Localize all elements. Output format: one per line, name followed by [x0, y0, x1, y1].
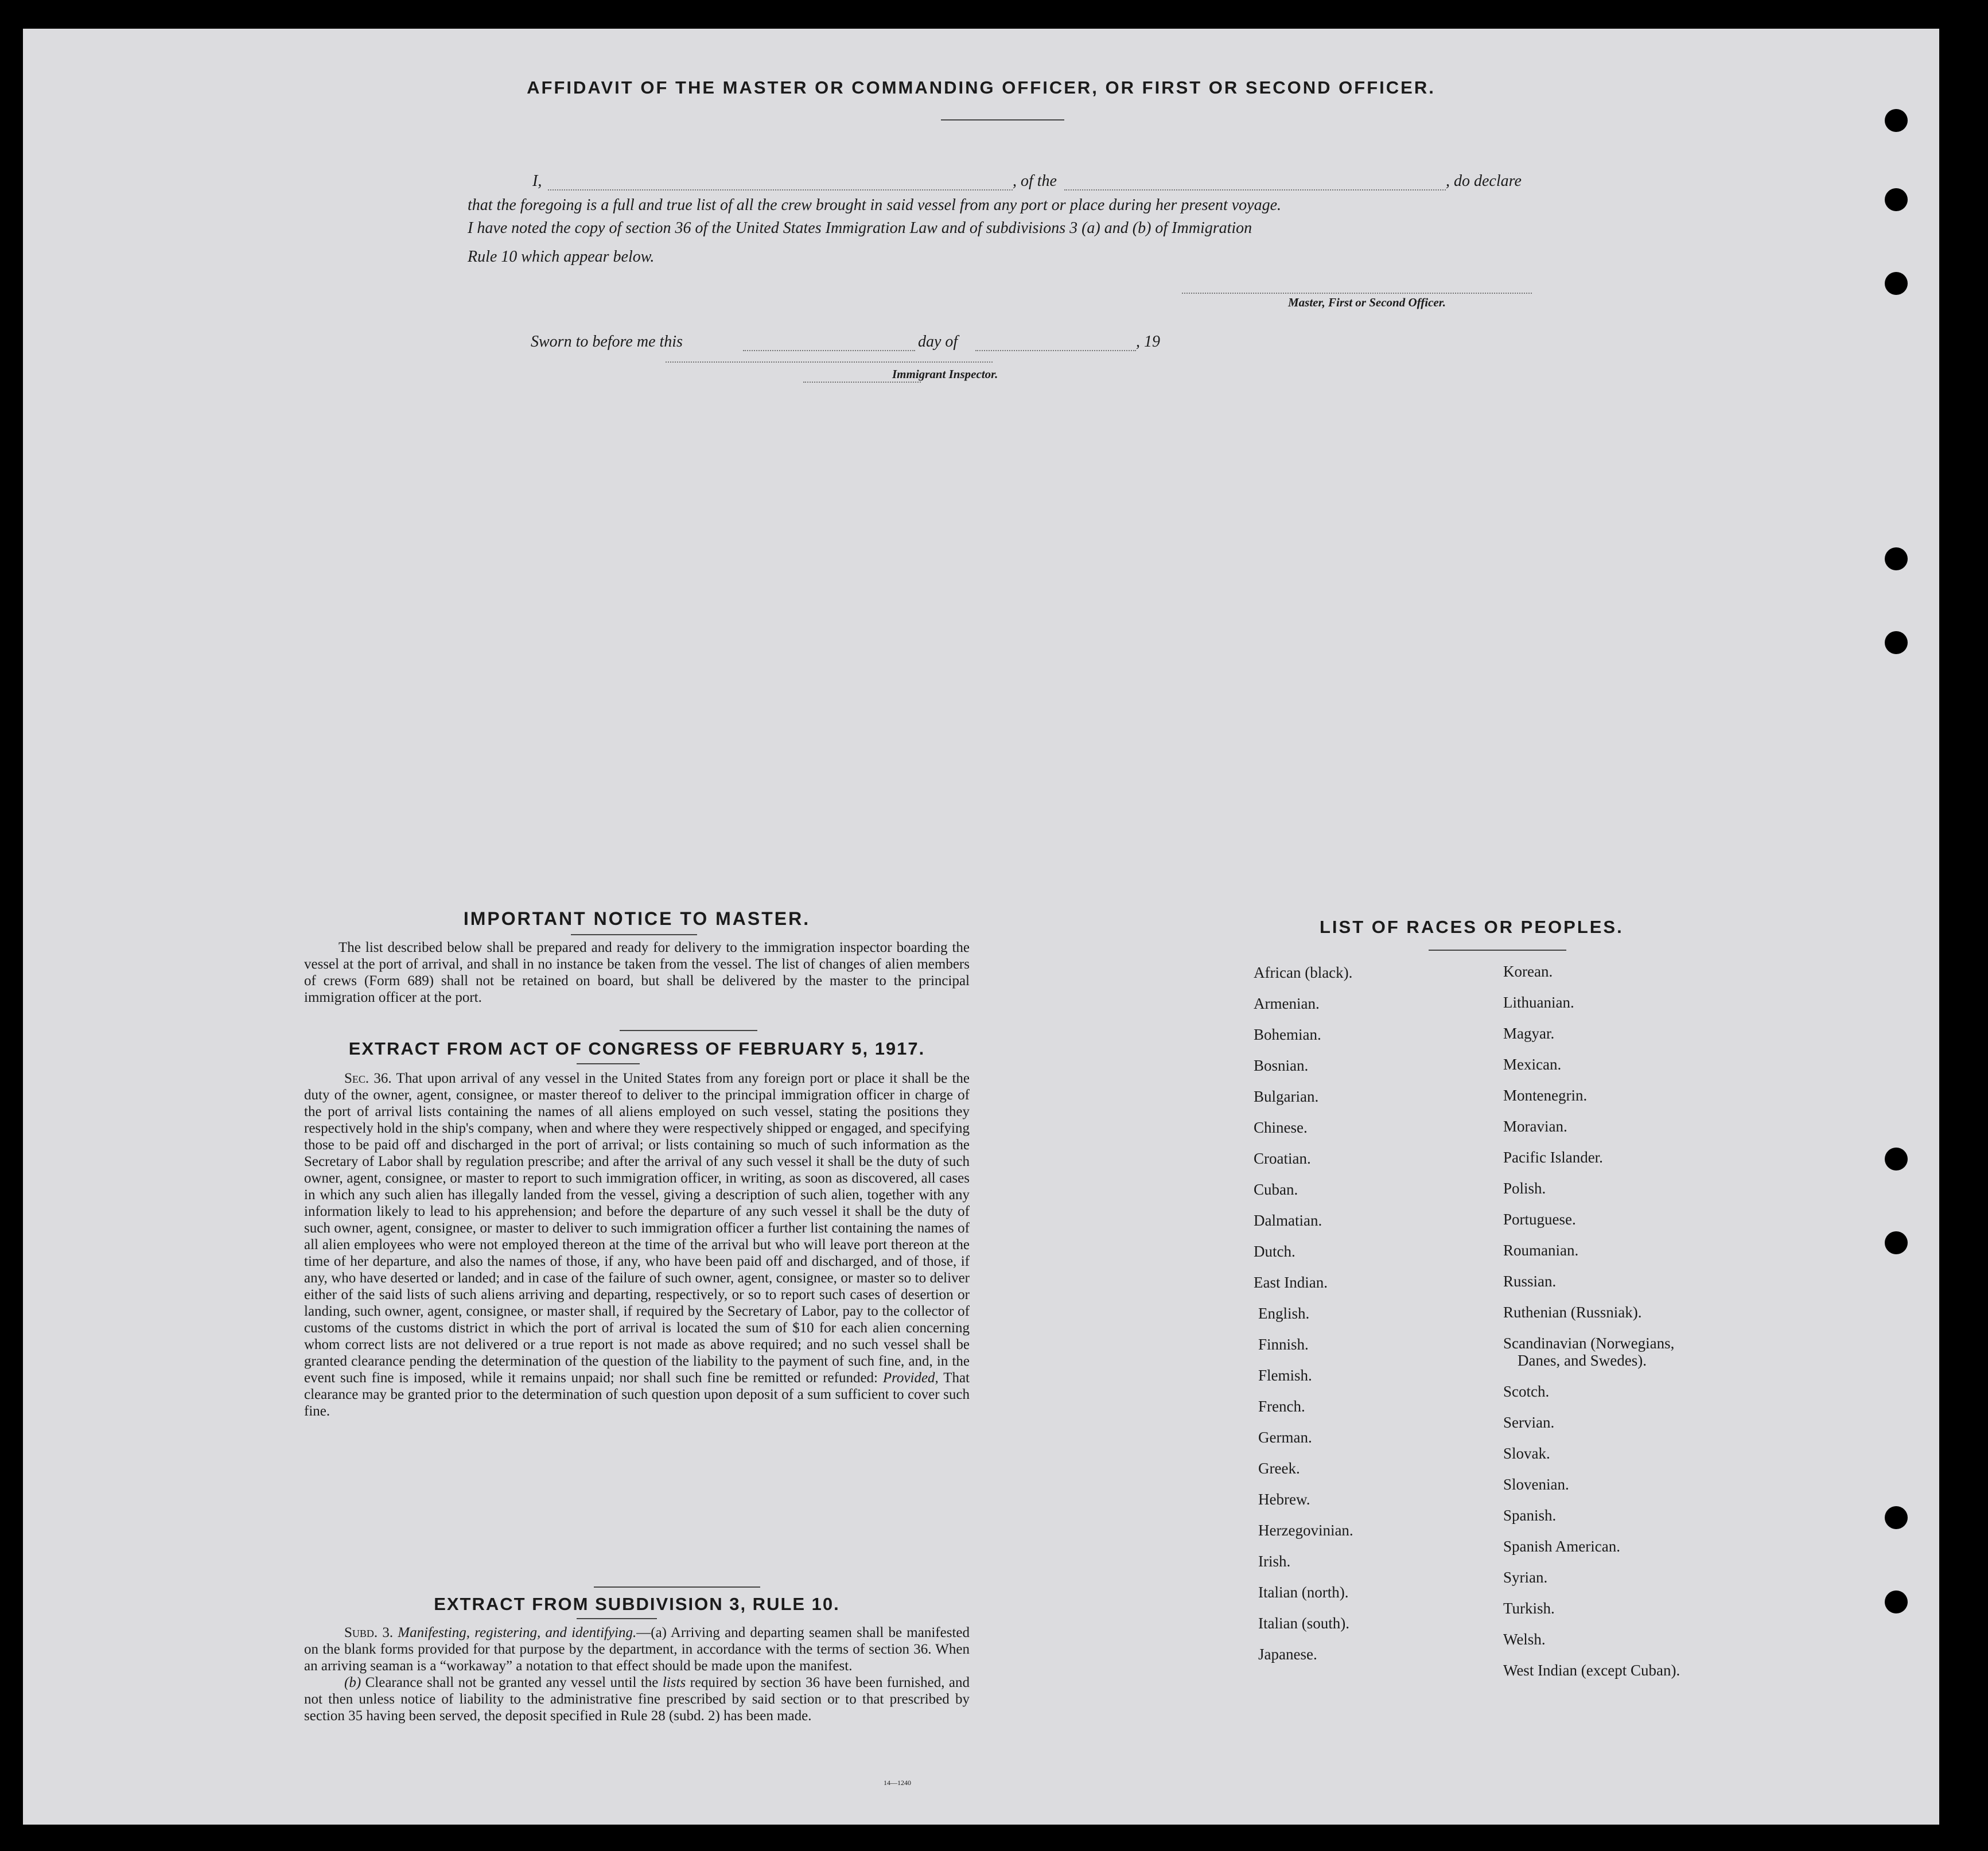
- declaration-line-3: I have noted the copy of section 36 of the United States Immigration Law and of subdivisions 3 (a) and (b) of Immigration: [468, 219, 1252, 237]
- race-item: Spanish.: [1503, 1507, 1557, 1524]
- race-item: Turkish.: [1503, 1600, 1555, 1617]
- race-item: East Indian.: [1254, 1274, 1328, 1291]
- race-item: Bosnian.: [1254, 1057, 1309, 1074]
- race-item: Spanish American.: [1503, 1538, 1620, 1555]
- binder-hole: [1885, 1591, 1908, 1613]
- sworn-text: Sworn to before me this: [531, 333, 683, 351]
- binder-hole: [1885, 109, 1908, 132]
- declaration-of-the: , of the: [1013, 172, 1057, 190]
- binder-hole: [1885, 1148, 1908, 1171]
- binder-hole: [1885, 272, 1908, 295]
- race-item: Irish.: [1258, 1553, 1291, 1570]
- race-item: Lithuanian.: [1503, 994, 1574, 1011]
- subd-heading: Manifesting, registering, and identifying.: [398, 1625, 637, 1640]
- month-blank: [975, 350, 1136, 351]
- race-item: African (black).: [1254, 964, 1353, 981]
- race-item: Syrian.: [1503, 1569, 1548, 1586]
- day-of-text: day of: [918, 333, 958, 351]
- day-blank: [743, 350, 915, 351]
- race-item: Cuban.: [1254, 1181, 1298, 1198]
- race-item: Scotch.: [1503, 1383, 1550, 1400]
- race-item: German.: [1258, 1429, 1312, 1446]
- race-item: Greek.: [1258, 1460, 1300, 1477]
- section-36-text: [304, 1070, 970, 1420]
- race-item: Servian.: [1503, 1414, 1555, 1431]
- section-36-body: That upon arrival of any vessel in the United States from any foreign port or place it shall be the duty of the owner, agent, consignee, or master thereof to deliver to the principal immigration officer in charge of the port of arrival lists containing the names of all aliens employed on such vessel, stating the positions they respectively hold in the ship's company, when and where they were respectively shipped or engaged, and specifying those to be paid off and discharged in the port of arrival; or lists containing so much of such information as the Secretary of Labor shall by regulation prescribe; and after the arrival of any such vessel it shall be the duty of such owner, agent, consignee, or master to report to such immigration officer, in writing, as soon as discovered, all cases in which any such alien has illegally landed from the vessel, giving a description of such alien, together with any information likely to lead to his apprehension; and before the departure of any such vessel it shall be the duty of such owner, agent, consignee, or master to deliver to such immigration officer a further list containing the names of all alien employees who were not employed thereon at the time of the arrival but who will leave port thereon at the time of her departure, and also the names of those, if any, who have been paid off and discharged, and of those, if any, who have deserted or landed; and in case of the failure of such owner, agent, consignee, or master so to deliver either of the said lists of such aliens arriving and departing, respectively, or so to report such cases of desertion or landing, such owner, agent, consignee, or master shall, if required by the Secretary of Labor, pay to the collector of customs of the customs district in which the port of arrival is located the sum of $10 for each alien concerning whom correct lists are not delivered or a true report is not made as above required; and no such vessel shall be granted clearance pending the determination of the question of the liability to the payment of such fine, and, in the event such fine is imposed, while it remains unpaid; nor shall such fine be remitted or refunded:: [304, 1071, 970, 1386]
- race-item: Italian (south).: [1258, 1615, 1349, 1632]
- races-title: LIST OF RACES OR PEOPLES.: [1320, 917, 1624, 937]
- provided-word: Provided,: [882, 1370, 939, 1386]
- para-a-marker: —(a): [636, 1625, 667, 1640]
- race-item: Korean.: [1503, 963, 1553, 980]
- name-blank: [548, 189, 1013, 190]
- race-item: Roumanian.: [1503, 1242, 1579, 1259]
- race-item: Armenian.: [1254, 995, 1320, 1012]
- race-item: Pacific Islander.: [1503, 1149, 1603, 1166]
- section-divider: [594, 1586, 760, 1588]
- para-a-text: Arriving and departing seamen shall be manifested on the blank forms provided for that purpose by the department, in accordance with the terms of section 36. When an arriving seaman is a “workaway” a notation to that effect should be made upon the manifest.: [304, 1625, 970, 1674]
- race-item: Ruthenian (Russniak).: [1503, 1304, 1642, 1321]
- notice-title: IMPORTANT NOTICE TO MASTER.: [463, 908, 811, 929]
- binder-hole: [1885, 1231, 1908, 1254]
- race-item: Japanese.: [1258, 1646, 1317, 1663]
- race-item: Chinese.: [1254, 1119, 1308, 1136]
- section-label: Sec. 36.: [344, 1071, 392, 1086]
- binder-hole: [1885, 547, 1908, 570]
- race-item: English.: [1258, 1305, 1310, 1322]
- inspector-caption: Immigrant Inspector.: [892, 367, 998, 381]
- race-item: Magyar.: [1503, 1025, 1555, 1042]
- para-b-post: required by section 36 have been furnished, and not then unless notice of liability to the administrative fine prescribed by said section or to that prescribed by section 35 having been served, the deposit specified in Rule 28 (subd. 2) has been made.: [304, 1675, 970, 1724]
- rule-10-text: [304, 1624, 970, 1724]
- race-item: Croatian.: [1254, 1150, 1311, 1167]
- affidavit-title: AFFIDAVIT OF THE MASTER OR COMMANDING OFFICER, OR FIRST OR SECOND OFFICER.: [527, 77, 1435, 98]
- declaration-do-declare: , do declare: [1446, 172, 1522, 190]
- inspector-line-1: [666, 361, 993, 363]
- para-b-lists: lists: [662, 1675, 686, 1690]
- extract-rule-underline: [577, 1618, 657, 1619]
- declaration-line-2: that the foregoing is a full and true list of all the crew brought in said vessel from any port or place during her present voyage.: [468, 196, 1282, 214]
- binder-hole: [1885, 1506, 1908, 1529]
- race-item: Montenegrin.: [1503, 1087, 1588, 1104]
- document-sheet: [23, 29, 1939, 1825]
- declaration-i: I,: [532, 172, 542, 190]
- race-item: Polish.: [1503, 1180, 1546, 1197]
- race-item: Danes, and Swedes).: [1518, 1352, 1647, 1369]
- race-item: Scandinavian (Norwegians,: [1503, 1335, 1675, 1352]
- race-item: Italian (north).: [1258, 1584, 1349, 1601]
- race-item: Dalmatian.: [1254, 1212, 1322, 1229]
- race-item: Russian.: [1503, 1273, 1557, 1290]
- year-text: , 19: [1136, 333, 1160, 351]
- race-item: Mexican.: [1503, 1056, 1562, 1073]
- race-item: French.: [1258, 1398, 1305, 1415]
- inspector-line-2: [803, 382, 921, 383]
- race-item: West Indian (except Cuban).: [1503, 1662, 1680, 1679]
- race-item: Finnish.: [1258, 1336, 1309, 1353]
- binder-hole: [1885, 188, 1908, 211]
- section-36-end: That clearance may be granted prior to the determination of such question upon deposit of a sum sufficient to cover such fine.: [304, 1370, 970, 1419]
- notice-text: The list described below shall be prepared and ready for delivery to the immigration inspector boarding the vessel at the port of arrival, and shall in no instance be taken from the vessel. The list of changes of alien members of crews (Form 689) shall not be retained on board, but shall be delivered by the master to the principal immigration officer at the port.: [304, 940, 970, 1005]
- race-item: Slovenian.: [1503, 1476, 1569, 1493]
- master-signature-line: [1182, 293, 1532, 294]
- declaration-line-4: Rule 10 which appear below.: [468, 248, 655, 266]
- extract-rule-title: EXTRACT FROM SUBDIVISION 3, RULE 10.: [434, 1594, 840, 1614]
- para-b-pre: Clearance shall not be granted any vessel until the: [365, 1675, 659, 1690]
- vessel-blank: [1064, 189, 1446, 190]
- subd-label: Subd. 3.: [344, 1625, 394, 1640]
- race-item: Moravian.: [1503, 1118, 1567, 1135]
- binder-hole: [1885, 631, 1908, 654]
- form-number: 14—1240: [884, 1779, 911, 1787]
- race-item: Flemish.: [1258, 1367, 1312, 1384]
- notice-divider: [620, 1030, 757, 1031]
- race-item: Dutch.: [1254, 1243, 1295, 1260]
- race-item: Hebrew.: [1258, 1491, 1310, 1508]
- race-item: Herzegovinian.: [1258, 1522, 1353, 1539]
- para-b-marker: (b): [344, 1675, 361, 1690]
- race-item: Bohemian.: [1254, 1026, 1321, 1043]
- race-item: Welsh.: [1503, 1631, 1546, 1648]
- title-underline: [941, 119, 1064, 120]
- race-item: Slovak.: [1503, 1445, 1550, 1462]
- races-title-underline: [1429, 950, 1566, 951]
- extract-act-underline: [577, 1063, 640, 1064]
- extract-act-title: EXTRACT FROM ACT OF CONGRESS OF FEBRUARY 5, 1917.: [348, 1039, 925, 1059]
- race-item: Bulgarian.: [1254, 1088, 1319, 1105]
- race-item: Portuguese.: [1503, 1211, 1576, 1228]
- master-caption: Master, First or Second Officer.: [1288, 295, 1446, 309]
- notice-title-underline: [571, 934, 697, 935]
